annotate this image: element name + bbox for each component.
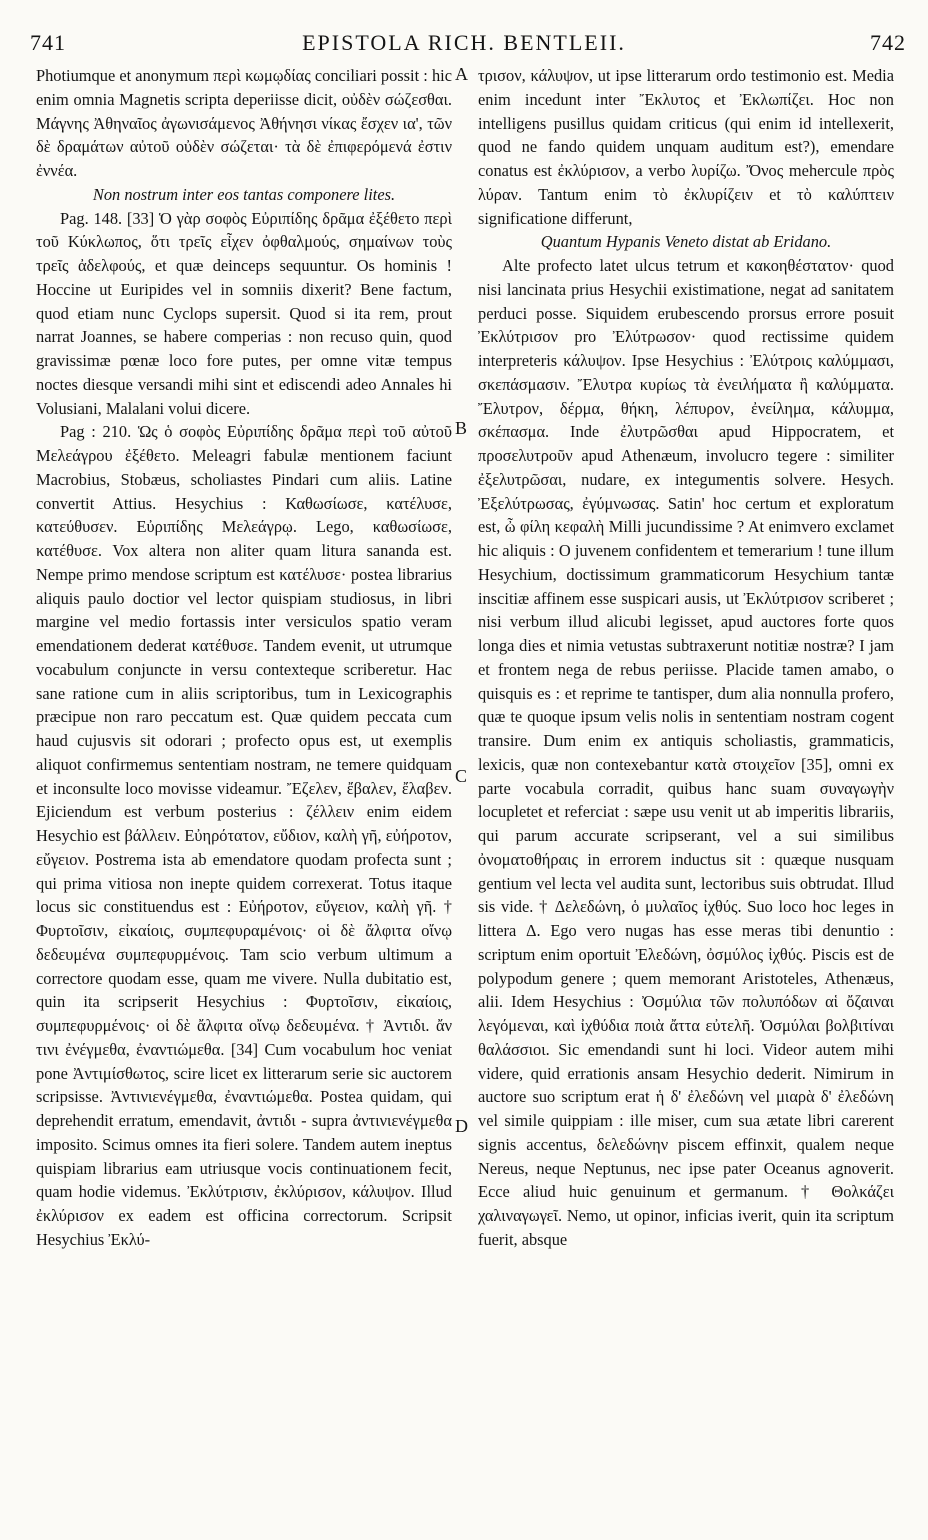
verse-quotation: Quantum Hypanis Veneto distat ab Eridano.: [540, 232, 832, 252]
section-marker-d: D: [455, 1116, 468, 1136]
section-marker-b: B: [455, 418, 468, 438]
section-marker-a: A: [455, 64, 468, 84]
paragraph: τρισον, κάλυψον, ut ipse litterarum ordo testimonio est. Media enim incedunt inter Ἔκλυτος et Ἐκλωπίζει. Hoc non intelligens pusillus quidam criticus (qui enim id intellexerit, quod ne fando quidem unquam auditum est?), emendare conatus est ἐκλύρισον, a verbo λυρίζω. Ὄνος mehercule πρὸς λύραν. Tantum enim τὸ ἐκλυρίζειν et τὸ καλύπτειν significatione differunt,: [478, 66, 894, 228]
paragraph: Alte profecto latet ulcus tetrum et κακοηθέστατον· quod nisi lancinata prius Hesychii existimatione, negat ad sanitatem perduci posse. Siquidem erubescendo prorsus errore posuit Ἐκλύτρισον pro Ἐλύτρωσον· quod rectissime quidem interpreteris κάλυψον. Ipse Hesychius : Ἐλύτροις καλύμμασι, σκεπάσμασιν. Ἔλυτρα κυρίως τὰ ἐνειλήματα ἢ καλύμματα. Ἔλυτρον, δέρμα, θήκη, λέπυρον, ἐνείλημα, κάλυμμα, σκέπασμα. Inde ἐλυτρῶσθαι apud Hippocratem, et προσελυτροῦν apud Athenæum, involucro tegere : similiter ἐξελυτρῶσαι, nudare, ex integumentis solvere. Hesych. Ἐξελύτρωσας, ἐγύμνωσας. Satin' hoc certum et exploratum est, ὦ φίλη κεφαλὴ Milli jucundissime ? At enimvero exclamet hic aliquis : O juvenem confidentem et temerarium ! tune illum Hesychium, doctissimum grammaticorum Hesychium tantæ inscitiæ affinem esse suspicari ausis, ut Ἐκλύτρισον scriberet ; nisi verbum illud alicubi legisset, apud auctores forte quos longa dies et nimia vetustas subtraxerunt notitiæ nostræ? I jam et frontem nega de rebus periisse. Placide tamen amabo, o quisquis es : et reprime te tantisper, dum alia nonnulla profero, quæ te quoque ipsum velis nolis in sententiam nostram cogent transire. Dum enim ex antiquis scholiastis, grammaticis, lexicis, quæ non contexebantur κατὰ στοιχεῖον [35], omni ex parte vocabula corradit, quibus hanc suam συναγωγὴν locupletet et referciat : sæpe usu venit ut ab imperitis librariis, qui parum accurate scripserant, vel a sui similibus ὀνοματοθήραις in errorem inductus sit : quæque nusquam gentium vel lecta vel audita sunt, lectoribus suis obtrudat. Illud sis vide. † Δελεδώνη, ὁ μυλαῖος ἰχθύς. Suo loco hoc leges in littera Δ. Ego vero nugas has esse meras tibi denuntio : scriptum enim oportuit Ἐλεδώνη, ὀσμύλος ἰχθύς. Piscis est de polypodum genere ; quem memorant Aristoteles, Athenæus, alii. Idem Hesychius : Ὀσμύλια τῶν πολυπόδων αἱ ὄζαιναι λεγόμεναι, καὶ ἰχθύδια ποιὰ ἄττα εὐτελῆ. Ὀσμύλαι βολβιτίναι θαλάσσιοι. Sic emendandi sunt hi loci. Videor autem mihi videre, quid errationis ansam Hesychio dederit. Nimirum in auctore suo scriptum erat ἡ δ' ἐλεδώνη vel μιαρὰ δ' ἐλεδώνη vel simile quippiam : ille miser, cum sua ætate libri carerent signis accentus, δελεδώνην piscem effinxit, qualem neque Nereus, neque Neptunus, nec ipse pater Oceanus agnoverit. Ecce aliud huic genuinum et germanum. † Θολκάζει χαλιναγωγεῖ. Nemo, ut opinor, inficias iverit, quin ita scriptum fuerit, absque: [478, 256, 894, 1249]
paragraph: Pag. 148. [33] Ὁ γὰρ σοφὸς Εὐριπίδης δρᾶμα ἐξέθετο περὶ τοῦ Κύκλωπος, ὅτι τρεῖς εἶχεν ὀφθαλμούς, σημαίνων τοὺς τρεῖς ἀδελφούς, et quæ deinceps sequuntur. Os hominis ! Hoccine ut Euripides vel in somniis dixerit? Bene factum, quod etiam nunc Cyclops supersit. Quod si ita rem, prout narrat Joannes, se habere comperias : non recuso quin, quod gravissimæ pœnæ loco fore putes, per omne vitæ tempus noctes diesque versandi mihi sint et ediscendi adeo Annales hi Volusiani, Malalani volui dicere.: [36, 208, 452, 418]
paragraph: Pag : 210. Ὡς ὁ σοφὸς Εὐριπίδης δρᾶμα περὶ τοῦ αὐτοῦ Μελεάγρου ἐξέθετο. Meleagri fabulæ mentionem faciunt Macrobius, Stobæus, scholiastes Pindari cum aliis. Latine convertit Attius. Hesychius : Καθωσίωσε, κατέλυσε, κατεύθυσεν. Εὐριπίδης Μελεάγρῳ. Lego, καθωσίωσε, κατέθυσε. Vox altera non aliter quam litura sananda est. Nempe primo mendose scriptum est κατέλυσε· postea librarius aliquis paulo doctior vel lector quispiam studiosus, in libri margine vel medio fortassis inter versiculos spatio veram emendationem dederat κατέθυσε. Tandem evenit, ut utrumque vocabulum conjuncte in versu contexteque scriberetur. Hac sane ratione cum in aliis scriptoribus, tum in Lexicographis præcipue non raro peccatum est. Quæ quidem peccata cum haud cujusvis sit odorari ; profecto opus est, ut exemplis aliquot confirmemus sententiam nostram, ne temere quidquam et inconsulte loco movisse videamur. Ἔζελεν, ἔβαλεν, ἔλαβεν. Ejiciendum est verbum posterius : ζέλλειν enim eidem Hesychio est βάλλειν. Εὐηρότατον, εὔδιον, καλὴ γῆ, εὐήροτον, εὔγειον. Postrema ista ab emendatore quodam profecta sunt ; qui prima vitiosa non inepte quidem correxerat. Totus itaque locus sic constituendus est : Εὐήροτον, εὔγειον, καλὴ γῆ. † Φυρτοῖσιν, εἰκαίοις, συμπεφυραμένοις· οἱ δὲ ἄλφιτα οἴνῳ δεδευμένα συμπεφυρμένοις. Tam scio verbum ultimum a correctore quodam esse, quam me vivere. Nulla dubitatio est, quin ita scripserit Hesychius : Φυρτοῖσιν, εἰκαίοις, συμπεφυρμένοις· οἱ δὲ ἄλφιτα οἴνῳ δεδευμένα. † Ἀντιδι. ἄν τινι ἐνέγμεθα, ἐναντιώμεθα. [34] Cum vocabulum hoc veniat pone Ἀντιμίσθωτος, scire licet ex litterarum serie sic auctorem scripsisse. Ἀντινιενέγμεθα, ἐναντιώμεθα. Postea quidam, qui deprehendit erratum, emendavit, ἀντιδι - supra ἀντινιενέγμεθα imposito. Scimus omnes ita fieri solere. Tandem autem ineptus quispiam librarius eam utriusque vocis continuationem fecit, quam hodie videmus. Ἐκλύτρισιν, ἐκλύρισον, κάλυψον. Illud ἐκλύρισον ex eadem est officina correctorum. Scripsit Hesychius Ἐκλύ-: [36, 422, 452, 1249]
left-column: [36, 64, 452, 1524]
page-number-left: 741: [30, 30, 66, 55]
verse-quotation: Non nostrum inter eos tantas componere lites.: [92, 184, 396, 204]
page-number-right: 742: [870, 30, 906, 55]
running-title: EPISTOLA RICH. BENTLEII.: [302, 30, 626, 55]
section-marker-c: C: [455, 766, 468, 786]
right-column: [478, 64, 894, 1524]
paragraph: Photiumque et anonymum περὶ κωμῳδίας conciliari possit : hic enim omnia Magnetis scripta deperiisse dicit, οὐδὲν σώζεσθαι. Μάγνης Ἀθηναῖος ἀγωνισάμενος Ἀθήνησι νίκας ἔσχεν ια', τῶν δὲ δραμάτων αὐτοῦ οὐδὲν σώζεται· τὰ δὲ ἐπιφερόμενά ἐστιν ἐννέα.: [36, 66, 452, 180]
